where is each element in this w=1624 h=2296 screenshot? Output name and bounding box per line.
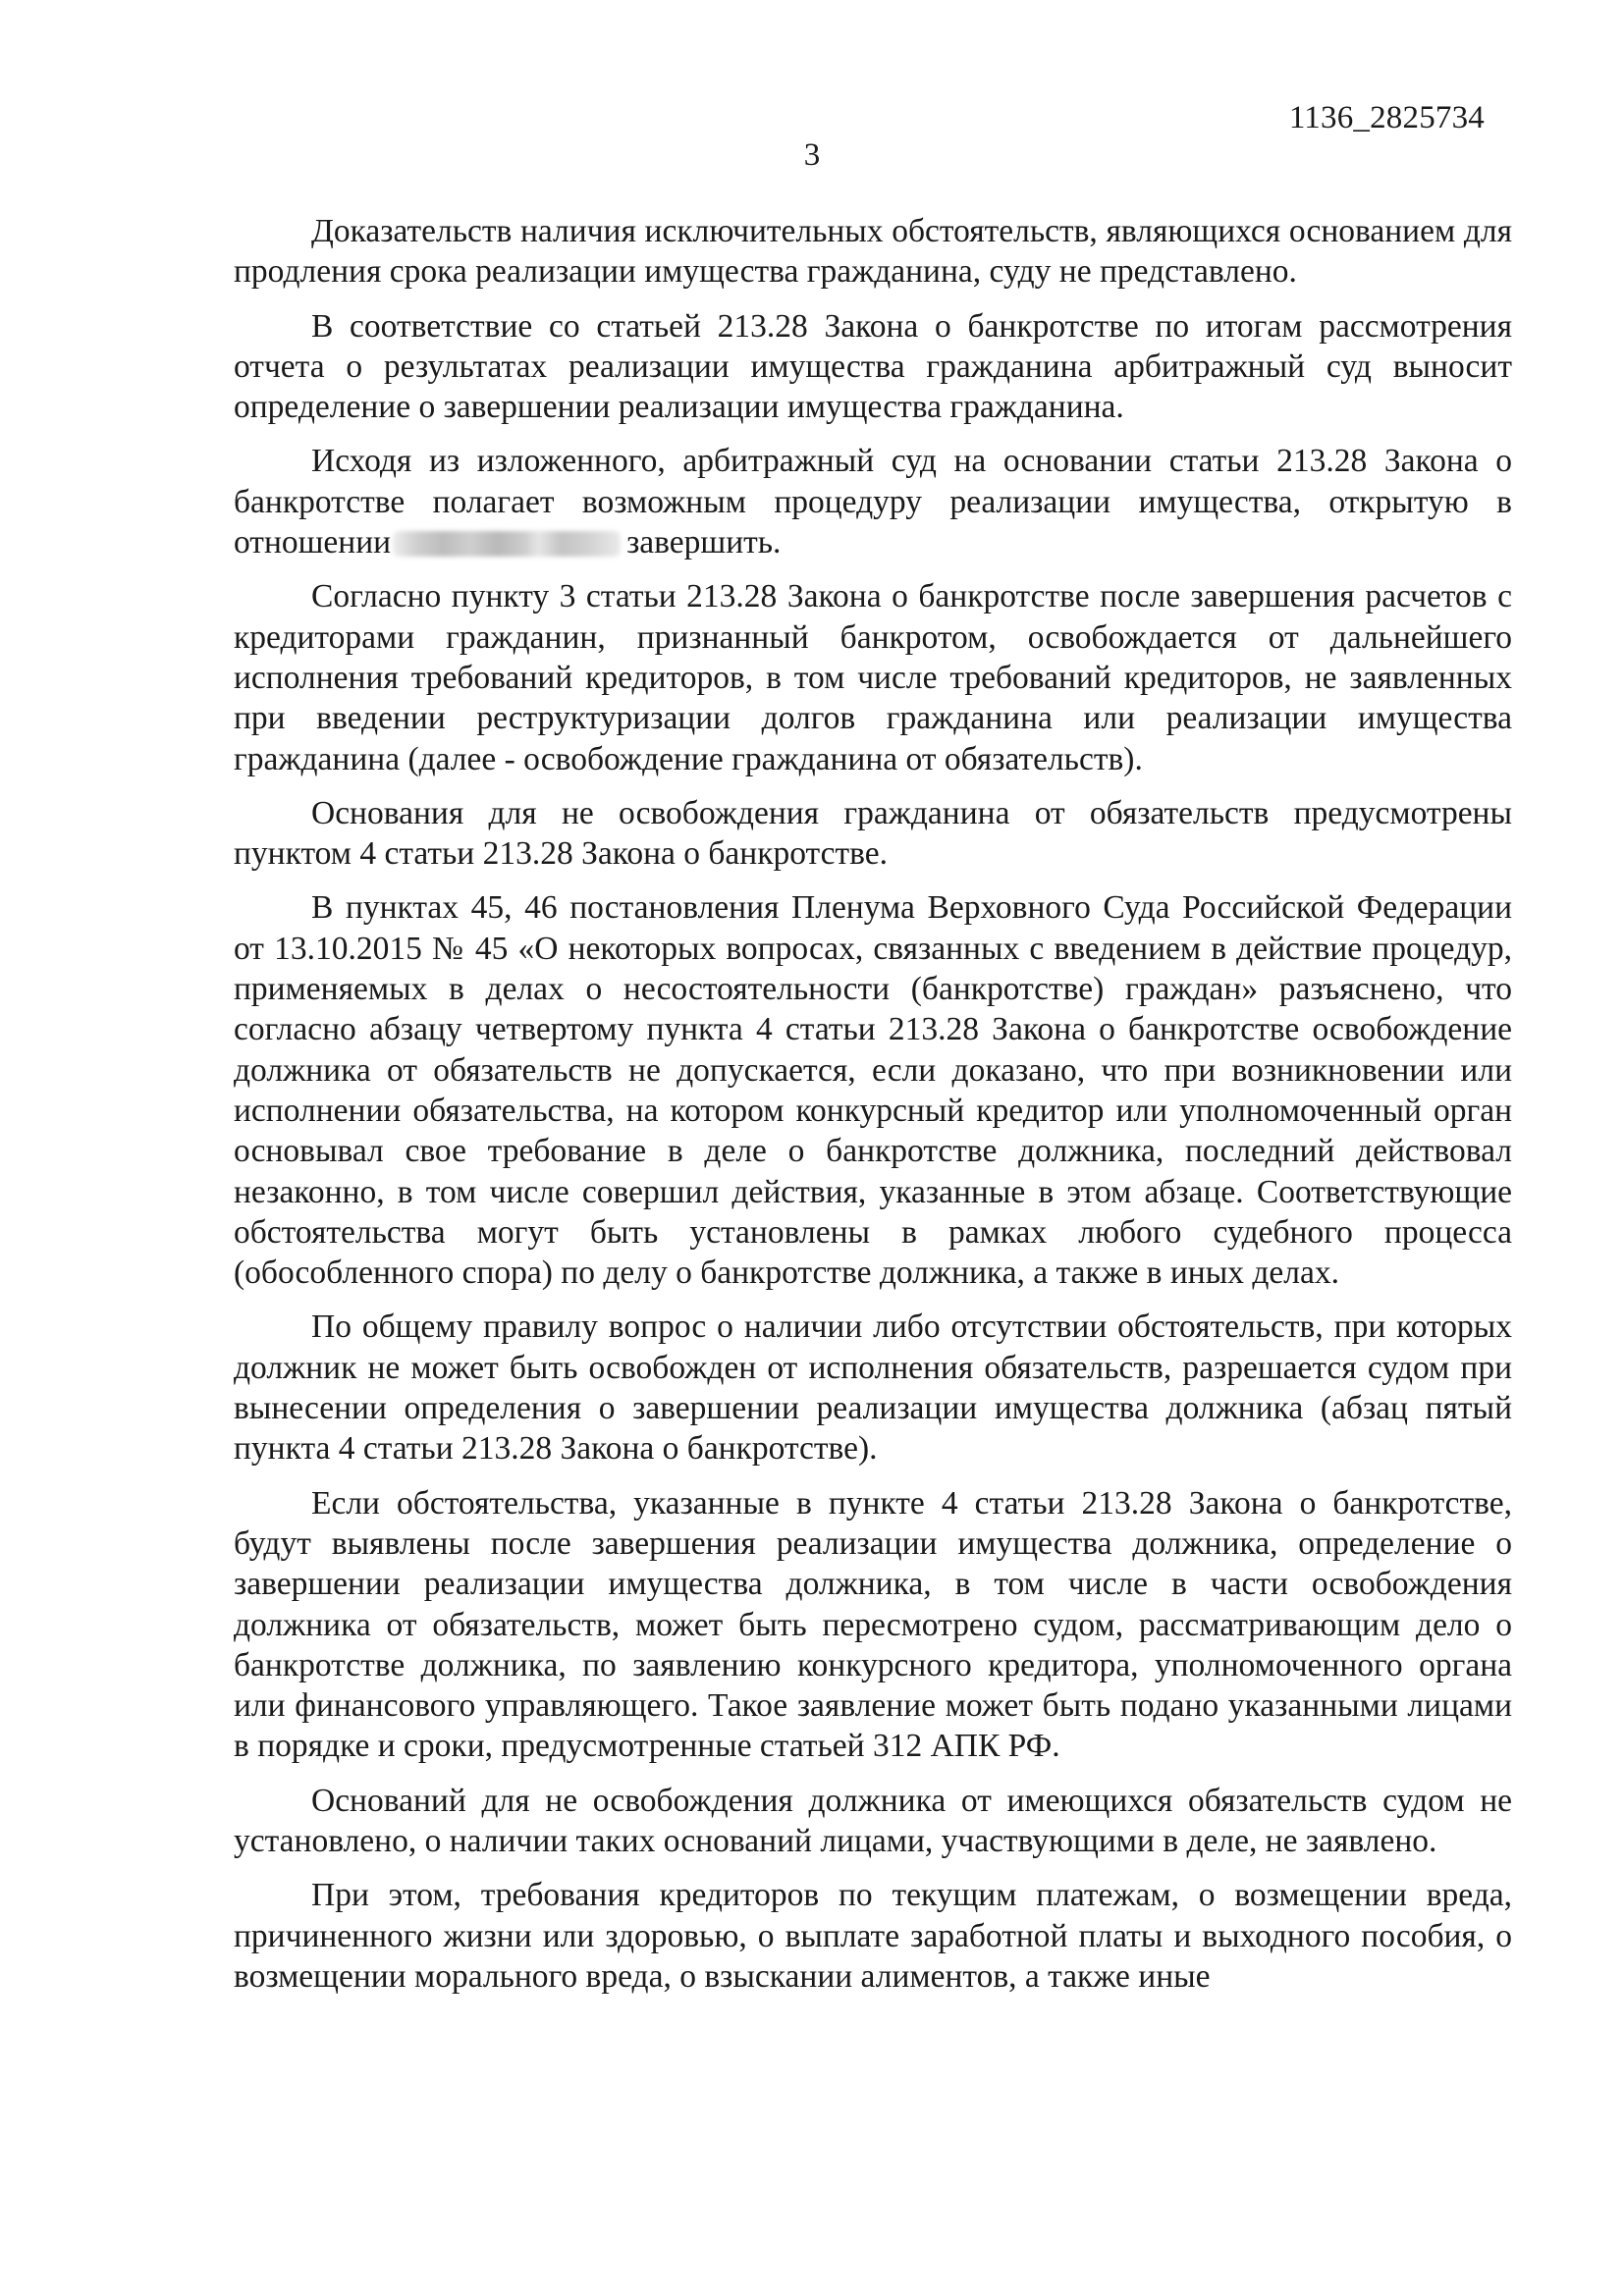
paragraph-text: завершить. bbox=[626, 524, 782, 561]
paragraph: Оснований для не освобождения должника от имеющихся обязательств судом не установлено, о наличии таких оснований лицами, участвующими в деле, не заявлено. bbox=[234, 1782, 1512, 1859]
paragraph-text: Исходя из изложенного, арбитражный суд на основании статьи 213.28 Закона о банкротстве полагает возможным процедуру реализации имущества, открытую в отношении bbox=[234, 443, 1512, 561]
paragraph: В пунктах 45, 46 постановления Пленума Верховного Суда Российской Федерации от 13.10.2015 № 45 «О некоторых вопросах, связанных с введением в действие процедур, применяемых в делах о несостоятельности (банкротстве) граждан» разъяснено, что согласно абзацу четвертому пункта 4 статьи 213.28 Закона о банкротстве освобождение должника от обязательств не допускается, если доказано, что при возникновении или исполнении обязательства, на котором конкурсный кредитор или уполномоченный орган основывал свое требование в деле о банкротстве должника, последний действовал незаконно, в том числе совершил действия, указанные в этом абзаце. Соответствующие обстоятельства могут быть установлены в рамках любого судебного процесса (обособленного спора) по делу о банкротстве должника, а также в иных делах. bbox=[234, 889, 1512, 1292]
paragraph: Если обстоятельства, указанные в пункте 4 статьи 213.28 Закона о банкротстве, будут выявлены после завершения реализации имущества должника, определение о завершении реализации имущества должника, в том числе в части освобождения должника от обязательств, может быть пересмотрено судом, рассматривающим дело о банкротстве должника, по заявлению конкурсного кредитора, уполномоченного органа или финансового управляющего. Такое заявление может быть подано указанными лицами в порядке и сроки, предусмотренные статьей 312 АПК РФ. bbox=[234, 1484, 1512, 1765]
paragraph: В соответствие со статьей 213.28 Закона о банкротстве по итогам рассмотрения отчета о результатах реализации имущества гражданина арбитражный суд выносит определение о завершении реализации имущества гражданина. bbox=[234, 307, 1512, 426]
document-id: 1136_2825734 bbox=[1288, 100, 1485, 135]
redacted-name bbox=[393, 531, 621, 557]
paragraph: По общему правилу вопрос о наличии либо отсутствии обстоятельств, при которых должник не может быть освобожден от исполнения обязательств, разрешается судом при вынесении определения о завершении реализации имущества должника (абзац пятый пункта 4 статьи 213.28 Закона о банкротстве). bbox=[234, 1308, 1512, 1468]
paragraph: Основания для не освобождения гражданина от обязательств предусмотрены пунктом 4 статьи 213.28 Закона о банкротстве. bbox=[234, 794, 1512, 873]
document-body bbox=[234, 211, 1512, 2010]
page-number: 3 bbox=[803, 137, 821, 173]
paragraph bbox=[234, 441, 1512, 562]
paragraph: Согласно пункту 3 статьи 213.28 Закона о банкротстве после завершения расчетов с кредиторами гражданин, признанный банкротом, освобождается от дальнейшего исполнения требований кредиторов, в том числе требований кредиторов, не заявленных при введении реструктуризации долгов гражданина или реализации имущества гражданина (далее - освобождение гражданина от обязательств). bbox=[234, 578, 1512, 777]
paragraph: При этом, требования кредиторов по текущим платежам, о возмещении вреда, причиненного жизни или здоровью, о выплате заработной платы и выходного пособия, о возмещении морального вреда, о взыскании алиментов, а также иные bbox=[234, 1877, 1512, 1995]
paragraph: Доказательств наличия исключительных обстоятельств, являющихся основанием для продления срока реализации имущества гражданина, суду не представлено. bbox=[234, 213, 1512, 291]
